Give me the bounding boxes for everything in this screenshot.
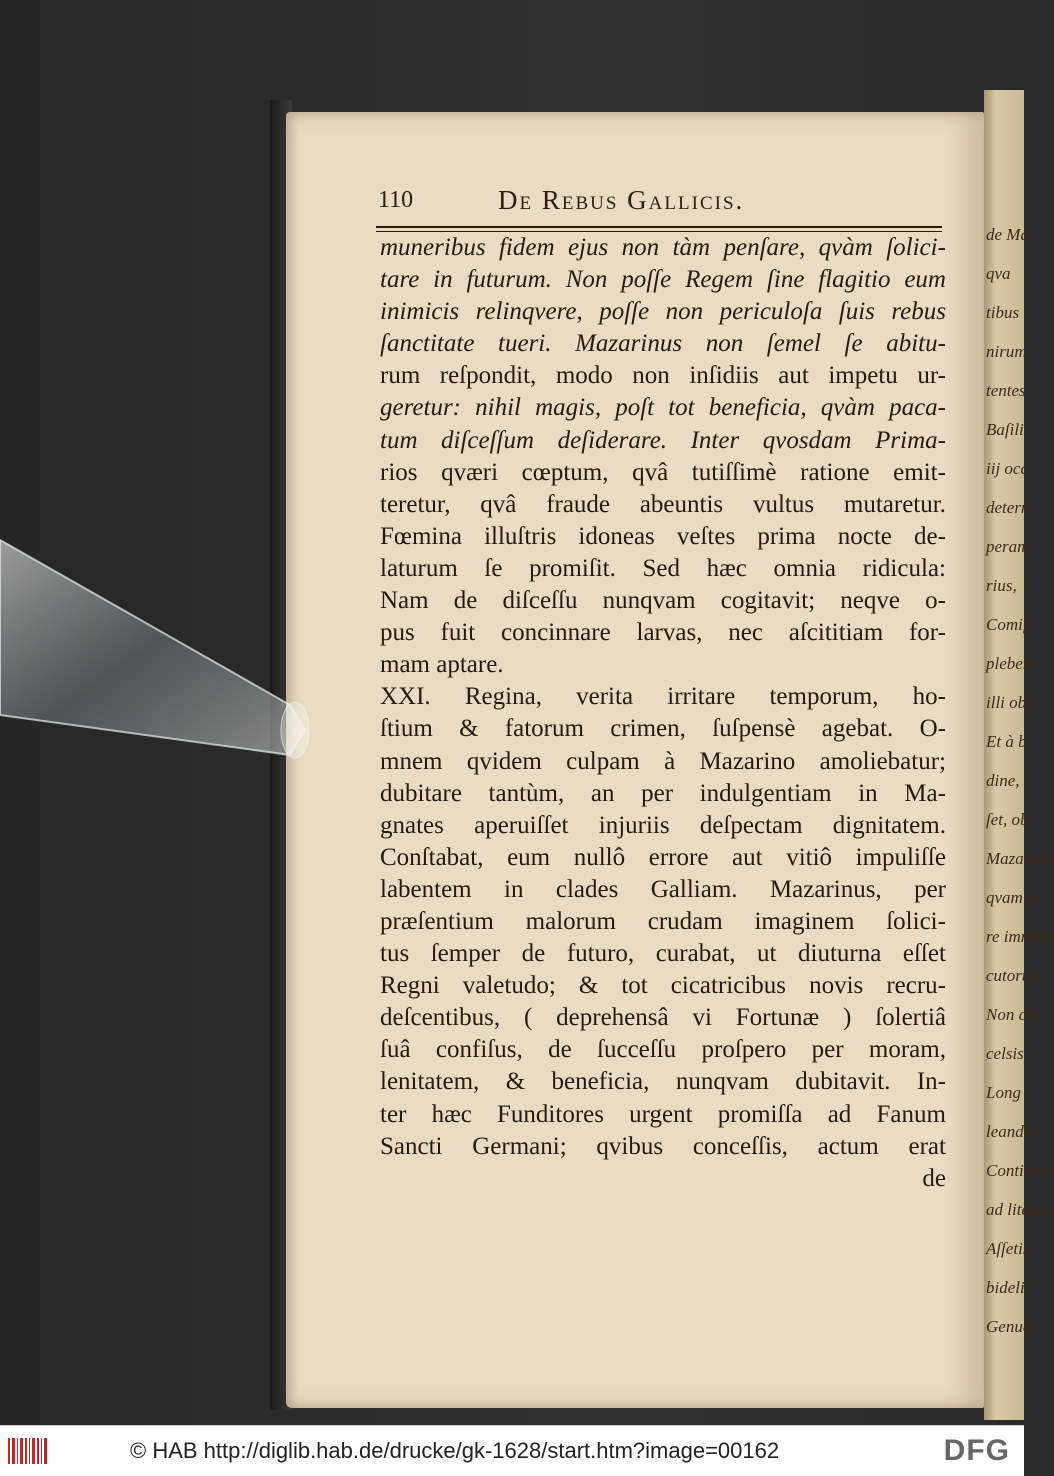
text-line: Sancti Germani; qvibus conceſſis, actum erat [380,1132,946,1160]
facing-page-line: iij occ [986,459,1029,478]
facing-page-line: ad litera [986,1200,1045,1219]
text-line: Regni valetudo; & tot cicatricibus novis recru- [380,972,946,1000]
facing-page-line: Long [986,1083,1021,1102]
text-line: teretur, qvâ fraude abeuntis vultus mutaretur. [380,490,946,518]
dfg-logo: DFG [943,1434,1010,1467]
facing-page-line: ſet, obſ [986,810,1034,829]
text-line: Fœmina illuſtris idoneas veſtes prima nocte de- [380,522,946,550]
footer-bar [0,1425,1024,1476]
barcode-icon [8,1438,48,1464]
text-line: ſtium & fatorum crimen, ſuſpensè agebat. O- [380,715,946,743]
facing-page-line: tentes [986,381,1026,400]
text-line: tare in futurum. Non poſſe Regem ſine flagitio eum [380,266,946,294]
facing-page-line: qva [986,264,1011,283]
text-line: labentem in clades Galliam. Mazarinus, per [380,875,946,903]
text-line: rum reſpondit, modo non inſidiis aut impetu ur- [380,362,946,390]
running-head [378,185,944,221]
text-line: ſanctitate tueri. Mazarinus non ſemel ſe abitu- [380,330,946,358]
facing-page-line: Genua [986,1317,1032,1336]
facing-page-line: plebem [986,654,1036,673]
facing-page-line: Et à b [986,732,1027,751]
facing-page-line: leandi o [986,1122,1042,1141]
running-title: De Rebus Gallicis. [498,185,745,215]
text-line: ter hæc Funditores urgent promiſſa ad Fanum [380,1100,946,1128]
text-line: ſuâ confiſus, de ſucceſſu proſpero per moram, [380,1036,946,1064]
facing-page-line: rius, [986,576,1017,595]
facing-page-line: de Ma [986,225,1029,244]
facing-page-line: Non ca [986,1005,1035,1024]
text-line: dubitare tantùm, an per indulgentiam in Ma- [380,779,946,807]
page-number: 110 [378,187,414,213]
text-line: mnem qvidem culpam à Mazarino amoliebatur; [380,747,946,775]
text-line: præſentium malorum crudam imaginem ſolici- [380,907,946,935]
copyright-link[interactable]: © HAB http://diglib.hab.de/drucke/gk-1628/start.htm?image=00162 [130,1438,780,1463]
facing-page-line: bidelit [986,1278,1030,1297]
facing-page-line: cutorum [986,966,1043,985]
facing-page-line: determ [986,498,1034,517]
text-line: laturum ſe promiſit. Sed hæc omnia ridicula: [380,554,946,582]
text-line: lenitatem, & beneficia, nunqvam dubitavit. In- [380,1068,946,1096]
text-line: Nam de diſceſſu nunqvam cogitavit; neqve o- [380,587,946,615]
text-line: pus fuit concinnare larvas, nec aſcititiam for- [380,619,946,647]
facing-page-line: re immedi [986,927,1054,946]
facing-page-line: nirum [986,342,1027,361]
body-text [380,232,946,1195]
text-line: muneribus fidem ejus non tàm penſare, qvàm ſolici- [380,234,946,261]
text-line: Conſtabat, eum nullô errore aut vitiô impuliſſe [380,843,946,871]
catchword: de [922,1164,946,1192]
text-line: tus ſemper de futuro, curabat, ut diuturna eſſet [380,940,946,968]
facing-page-line: celsis [986,1044,1024,1063]
text-line: inimicis relinqvere, poſſe non periculoſa ſuis rebus [380,298,946,326]
facing-page-line: tibus [986,303,1020,322]
facing-page-line: Mazarino [986,849,1053,868]
facing-page-edge [984,90,1054,1420]
text-line: deſcentibus, ( deprehensâ vi Fortunæ ) ſolertiâ [380,1004,946,1032]
facing-page-line: illi obſ [986,693,1031,712]
facing-page-line: Comiſſ [986,615,1033,634]
text-line: XXI. Regina, verita irritare temporum, ho- [380,683,946,711]
facing-page-line: dine, [986,771,1020,790]
text-line: tum diſceſſum deſiderare. Inter qvosdam Prima- [380,426,946,454]
text-line: gnates aperuiſſet injuriis deſpectam dignitatem. [380,811,946,839]
text-line: geretur: nihil magis, poſt tot beneficia, qvàm paca- [380,394,946,422]
facing-page-line: qvam pe [986,888,1044,907]
facing-page-line: peram [986,537,1030,556]
text-line: rios qværi cœptum, qvâ tutiſſimè ratione emit- [380,458,946,486]
facing-page-line: Contium [986,1161,1045,1180]
text-line: mam aptare. [380,651,504,679]
facing-page-line: Aſſetis, [986,1239,1034,1258]
facing-page-line: Baſili [986,420,1024,439]
